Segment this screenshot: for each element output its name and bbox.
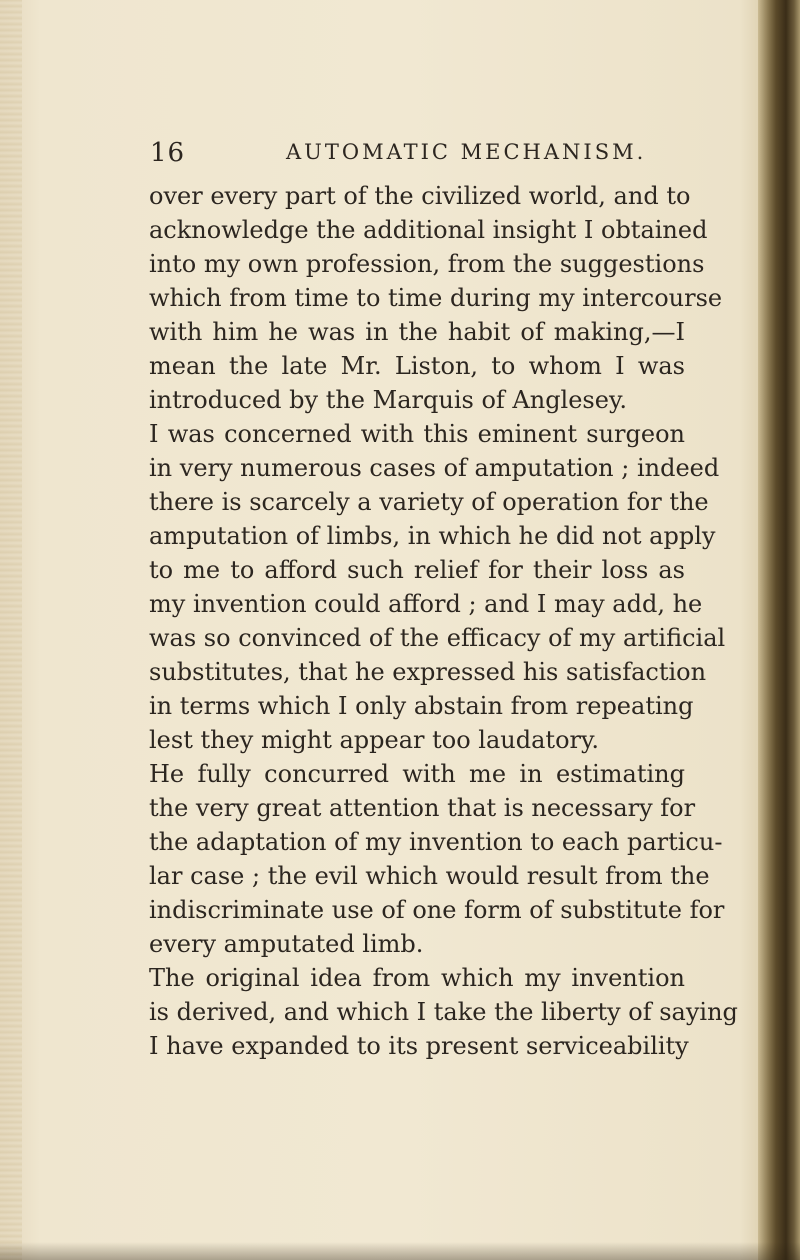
book-binding	[758, 0, 800, 1260]
text-line: indiscriminate use of one form of substitute for	[149, 896, 725, 924]
text-line: to me to afford such relief for their loss as	[149, 556, 685, 584]
text-line: amputation of limbs, in which he did not apply	[149, 522, 716, 550]
running-head: AUTOMATIC MECHANISM.	[286, 140, 647, 164]
text-line: I was concerned with this eminent surgeon	[149, 420, 685, 448]
text-line: in terms which I only abstain from repeating	[149, 692, 694, 720]
body-text	[149, 179, 738, 1063]
text-line: which from time to time during my intercourse	[149, 284, 723, 312]
text-line: acknowledge the additional insight I obtained	[149, 216, 708, 244]
text-line: lest they might appear too laudatory.	[149, 726, 599, 754]
text-line: there is scarcely a variety of operation for the	[149, 488, 709, 516]
text-line: lar case ; the evil which would result from the	[149, 862, 710, 890]
text-line: was so convinced of the efficacy of my artificial	[149, 624, 726, 652]
text-line: the adaptation of my invention to each particu-	[149, 828, 723, 856]
text-line: is derived, and which I take the liberty of saying	[149, 998, 738, 1026]
text-line: I have expanded to its present serviceability	[149, 1032, 689, 1060]
text-line: mean the late Mr. Liston, to whom I was	[149, 352, 685, 380]
text-line: my invention could afford ; and I may add, he	[149, 590, 703, 618]
text-line: over every part of the civilized world, and to	[149, 182, 691, 210]
page-number: 16	[150, 138, 186, 168]
text-line: into my own profession, from the suggestions	[149, 250, 705, 278]
text-line: the very great attention that is necessary for	[149, 794, 696, 822]
text-line: introduced by the Marquis of Anglesey.	[149, 386, 627, 414]
page-header	[150, 138, 710, 178]
text-line: He fully concurred with me in estimating	[149, 760, 685, 788]
text-line: every amputated limb.	[149, 930, 424, 958]
text-line: with him he was in the habit of making,—I	[149, 318, 685, 346]
text-line: The original idea from which my invention	[149, 964, 685, 992]
text-line: substitutes, that he expressed his satisfaction	[149, 658, 707, 686]
text-line: in very numerous cases of amputation ; indeed	[149, 454, 720, 482]
page-left-edge	[0, 0, 22, 1260]
page-bottom-shadow	[0, 1242, 800, 1260]
